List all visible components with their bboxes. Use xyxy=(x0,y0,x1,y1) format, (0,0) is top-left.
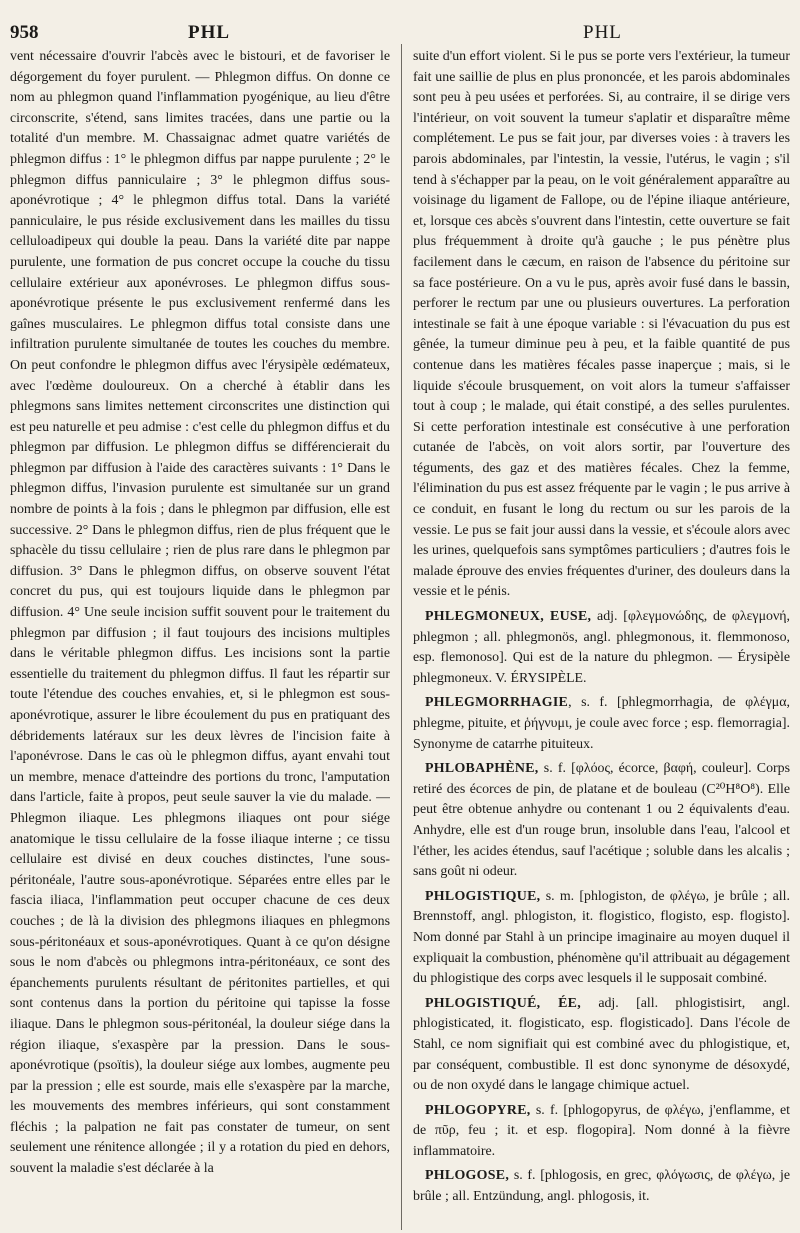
left-column xyxy=(10,47,390,1227)
entry-headword: PHLOGISTIQUE, xyxy=(425,888,541,904)
entry-headword: PHLEGMONEUX, EUSE, xyxy=(425,609,592,625)
entry-headword: PHLOGOSE, xyxy=(425,1168,510,1184)
page-number: 958 xyxy=(10,22,39,43)
dictionary-entry xyxy=(413,1101,790,1163)
left-column-text: vent nécessaire d'ouvrir l'abcès avec le bistouri, et de favoriser le dégorgement du foyer purulent. — Phlegmon diffus. On donne ce nom au phlegmon quand l'inflammation pyogénique, au lieu d'être circonscrite, s'étend, sans limites tracées, dans une partie ou la totalité d'un membre. M. Chassaignac admet quatre variétés de phlegmon diffus : 1° le phlegmon diffus par nappe purulente ; 2° le phlegmon diffus panniculaire ; 3° le phlegmon diffus sous-aponévrotique ; 4° le phlegmon diffus total. Dans la variété panniculaire, le pus réside exclusivement dans les mailles du tissu celluloadipeux qui double la peau. Dans la variété dite par nappe purulente, une formation de pus concret occupe la couche du tissu cellulaire extérieur aux aponévroses. Le phlegmon diffus sous-aponévrotique présente le pus exclusivement renfermé dans les gaînes musculaires. Le phlegmon diffus total consiste dans une infiltration purulente simultanée de toutes les couches du membre. On peut confondre le phlegmon diffus avec l'érysipèle œdémateux, avec l'œdème douloureux. On a cherché à établir dans les phlegmons sans limites nettement circonscrites une distinction qui est peu naturelle et peu admise : c'est celle du phlegmon diffus et du phlegmon par diffusion. Le phlegmon diffus se différencierait du phlegmon par diffusion à l'aide des caractères suivants : 1° Dans le phlegmon diffus, l'invasion purulente est simultanée sur un grand nombre de points à la fois ; dans le phlegmon par diffusion, elle est successive. 2° Dans le phlegmon diffus, rien de plus fréquent que le sphacèle du tissu cellulaire ; rien de plus rare dans le phlegmon par diffusion. 3° Dans le phlegmon diffus, on observe souvent l'état concret du pus, qui est toujours liquide dans le phlegmon par diffusion. 4° Une seule incision suffit souvent pour le traitement du phlegmon par diffusion ; il faut toujours des incisions multiples dans le véritable phlegmon diffus. Les incisions sont la partie essentielle du traitement du phlegmon diffus. Il faut les répartir sur toute l'étendue des couches envahies, et, si le phlegmon est sous-aponévrotique, assurer le libre écoulement du pus en pratiquant des débridements latéraux sur les deux lèvres de l'incision faite à l'aponévrose. Dans le cas où le phlegmon diffus, ayant envahi tout un membre, menace d'atteindre des portions du tronc, l'amputation dans l'article, faite à propos, peut seule sauver la vie du malade. — Phlegmon iliaque. Les phlegmons iliaques ont pour siége anatomique le tissu cellulaire de la fosse iliaque interne ; ce tissu cellulaire est divisé en deux couches distinctes, l'une sous-péritonéale, l'autre sous-aponévrotique. Séparées entre elles par le fascia iliaca, l'inflammation peut occuper chacune de ces deux couches ; de là la division des phlegmons iliaques en phlegmons sous-péritonéaux et sous-aponévrotiques. Quant à ce qu'on désigne sous le nom d'abcès ou phlegmons intra-péritonéaux, ce sont des épanchements purulents résultant de péritonites partielles, et qui sont contenus dans la portion du péritoine qui tapisse la fosse iliaque. Dans le phlegmon sous-péritonéal, la douleur siége dans la région iliaque, s'exaspère par la pression. Dans le sous-aponévrotique (psoïtis), la douleur siége aux lombes, augmente peu par la pression ; elle est sourde, mais elle s'exaspère par la marche, les mouvements des membres inférieurs, qui sont constamment fléchis ; la palpation ne fait pas constater de tumeur, on sent seulement une rénitence allongée ; il y a rotation du pied en dehors, souvent la maladie s'est déclarée à la xyxy=(10,49,390,1177)
dictionary-entry xyxy=(413,887,790,990)
entry-headword: PHLOGISTIQUÉ, ÉE, xyxy=(425,995,581,1011)
continuation-text: suite d'un effort violent. Si le pus se porte vers l'extérieur, la tumeur fait une saillie de plus en plus prononcée, et les parois abdominales sont peu à peu usées et perforées. Si, au contraire, il se dirige vers l'intérieur, on voit souvent la tumeur s'aplatir et disparaître même complétement. Le pus se fait jour, par diverses voies : à travers les parois abdominales, par l'intestin, la vessie, l'utérus, le vagin ; s'il tend à s'échapper par la peau, on le voit généralement apparaître au voisinage du ligament de Fallope, ou de l'épine iliaque antérieure, et, lorsque ces abcès s'ouvrent dans l'intestin, cette ouverture se fait plus fréquemment à droite qu'à gauche ; le pus pénètre plus facilement dans le cæcum, en raison de l'absence du péritoine sur sa face postérieure. On a vu le pus, après avoir fusé dans le bassin, perforer le rectum par une ou plusieurs ouvertures. La perforation intestinale se fait à une époque variable : si l'évacuation du pus est gênée, la tumeur diminue peu à peu, et la faible quantité de pus contenue dans les matières fécales passe inaperçue ; mais, si le liquide s'écoule brusquement, on voit alors la tumeur s'affaisser tout à coup ; le malade, qui était constipé, a des selles purulentes. Si cette perforation intestinale est consécutive à une perforation cutanée de l'abcès, on voit alors sortir, par l'ouverture des téguments, des gaz et des matières fécales. Chez la femme, l'élimination du pus est assez fréquente par le vagin ; le pus arrive à ce conduit, en fusant le long du rectum ou sur les parois de la vessie. Le pus se fait jour aussi dans la vessie, et s'écoule alors avec les urines, quelquefois sans symptômes particuliers ; d'autres fois le malade éprouve des envies fréquentes d'uriner, des douleurs dans la vessie et le pénis. xyxy=(413,49,790,600)
entry-body: adj. [all. phlogistisirt, angl. phlogisticated, it. flogisticato, esp. flogisticado]. Dans l'école de Stahl, ce nom signifiait qui est combiné avec du phlogistique, et, par conséquent, combustible. Il est donc synonyme de désoxydé, ou de non oxydé dans le langage chimique actuel. xyxy=(413,995,790,1094)
entry-body: s. f. [φλόος, écorce, βαφή, couleur]. Corps retiré des écorces de pin, de platane et de bouleau (C²⁰H⁸O⁸). Elle peut être obtenue anhydre ou contenant 1 ou 2 équivalents d'eau. Anhydre, elle est d'un rouge brun, insoluble dans l'eau, l'alcool et l'éther, les acides étendus, sauf l'acétique ; soluble dans les alcalis ; sans goût ni odeur. xyxy=(413,761,790,880)
right-column xyxy=(413,47,790,1227)
entry-body: s. m. [phlogiston, de φλέγω, je brûle ; all. Brennstoff, angl. phlogiston, it. flogistico, flogisto, esp. flogisto]. Nom donné par Stahl à un principe imaginaire au moyen duquel il expliquait la combustion, phénomène qu'il attribuait au dégagement du phlogistique des corps avec lesquels il le supposait combiné. xyxy=(413,888,790,987)
entry-body: adj. [φλεγμονώδης, de φλεγμονή, phlegmon ; all. phlegmonös, angl. phlegmonous, it. flemmonoso, esp. flemonoso]. Qui est de la nature du phlegmon. — Érysipèle phlegmoneux. V. ÉRYSIPÈLE. xyxy=(413,609,790,686)
dictionary-entry xyxy=(413,693,790,755)
running-head-right: PHL xyxy=(583,22,622,43)
dictionary-entry xyxy=(413,759,790,883)
entry-headword: PHLOBAPHÈNE, xyxy=(425,761,539,777)
dictionary-entry xyxy=(413,1166,790,1207)
entry-headword: PHLOGOPYRE, xyxy=(425,1102,531,1118)
dictionary-entry xyxy=(413,607,790,689)
entry-body: s. f. [phlogosis, en grec, φλόγωσις, de φλέγω, je brûle ; all. Entzündung, angl. phlogosis, it. xyxy=(413,1168,790,1205)
running-head-left: PHL xyxy=(188,22,231,43)
entry-body: s. f. [phlogopyrus, de φλέγω, j'enflamme, et de πῦρ, feu ; it. et esp. flogopira]. Nom donné à la fièvre inflammatoire. xyxy=(413,1102,790,1159)
entry-headword: PHLEGMORRHAGIE xyxy=(425,695,569,711)
entry-body: , s. f. [phlegmorrhagia, de φλέγμα, phlegme, pituite, et ῥήγνυμι, je coule avec force ; esp. flemorragia]. Synonyme de catarrhe pituiteux. xyxy=(413,695,790,752)
column-divider xyxy=(401,44,402,1230)
dictionary-entry xyxy=(413,994,790,1097)
